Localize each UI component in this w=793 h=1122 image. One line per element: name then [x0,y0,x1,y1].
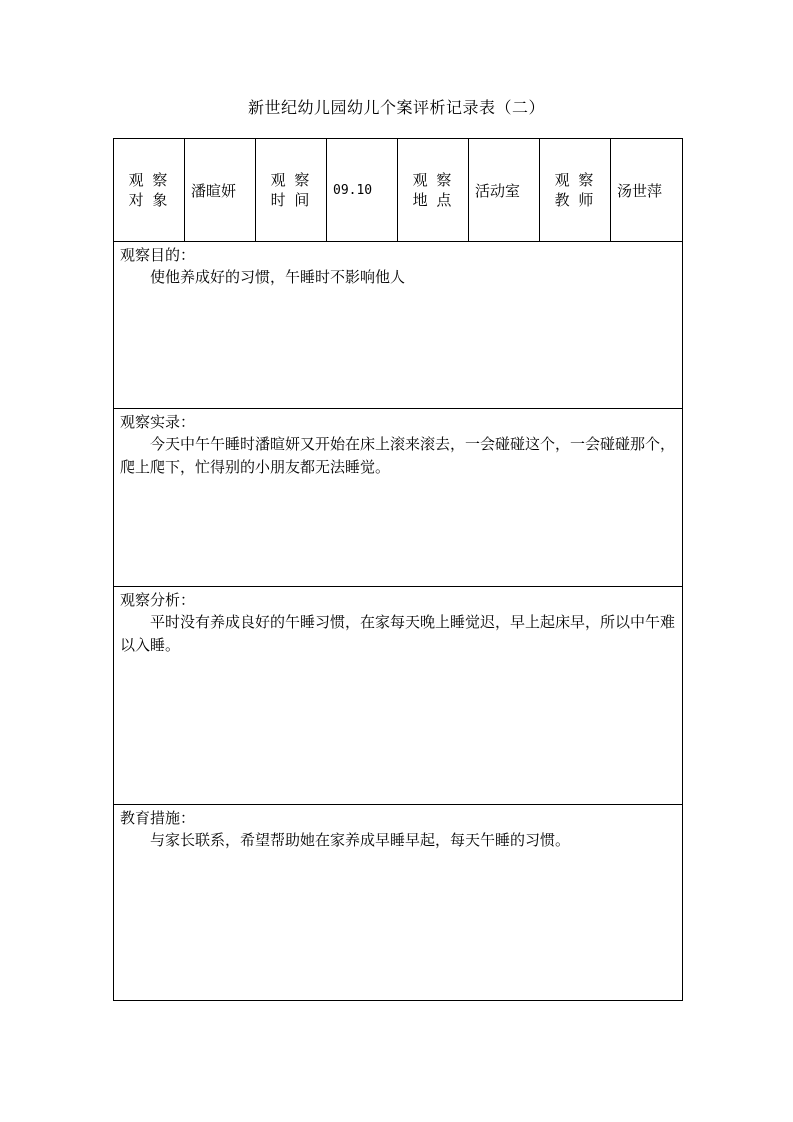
teacher-label-line-2: 教 师 [554,191,596,209]
analysis-body: 平时没有养成良好的午睡习惯，在家每天晚上睡觉迟，早上起床早，所以中午难以入睡。 [120,613,676,654]
subject-label-line-2: 对 象 [128,191,170,209]
record-body: 今天中午午睡时潘暄妍又开始在床上滚来滚去，一会碰碰这个，一会碰碰那个，爬上爬下，忙得别的小朋友都无法睡觉。 [120,435,676,476]
page-title: 新世纪幼儿园幼儿个案评析记录表（二） [247,98,545,117]
subject-value: 潘暄妍 [185,139,256,242]
subject-label-line-1: 观 察 [128,171,170,189]
time-label-line-2: 时 间 [270,191,312,209]
measures-title: 教育措施： [120,809,196,827]
teacher-value: 汤世萍 [611,139,683,242]
purpose-title: 观察目的： [120,246,196,264]
place-value: 活动室 [469,139,540,242]
place-label-cell [398,139,469,242]
teacher-label-cell [540,139,611,242]
analysis-title: 观察分析： [120,591,196,609]
time-value: 09.10 [327,139,398,242]
header-row [114,139,683,242]
measures-section [114,805,683,1001]
place-label-line-2: 地 点 [412,191,454,209]
purpose-section [114,242,683,409]
record-title: 观察实录： [120,413,196,431]
record-table [113,138,683,1001]
teacher-label-line-1: 观 察 [554,171,596,189]
measures-body: 与家长联系，希望帮助她在家养成早睡早起，每天午睡的习惯。 [150,831,571,849]
analysis-section [114,587,683,805]
purpose-body: 使他养成好的习惯，午睡时不影响他人 [150,268,406,286]
time-label-line-1: 观 察 [270,171,312,189]
record-section [114,409,683,587]
time-label-cell [256,139,327,242]
subject-label-cell [114,139,185,242]
place-label-line-1: 观 察 [412,171,454,189]
